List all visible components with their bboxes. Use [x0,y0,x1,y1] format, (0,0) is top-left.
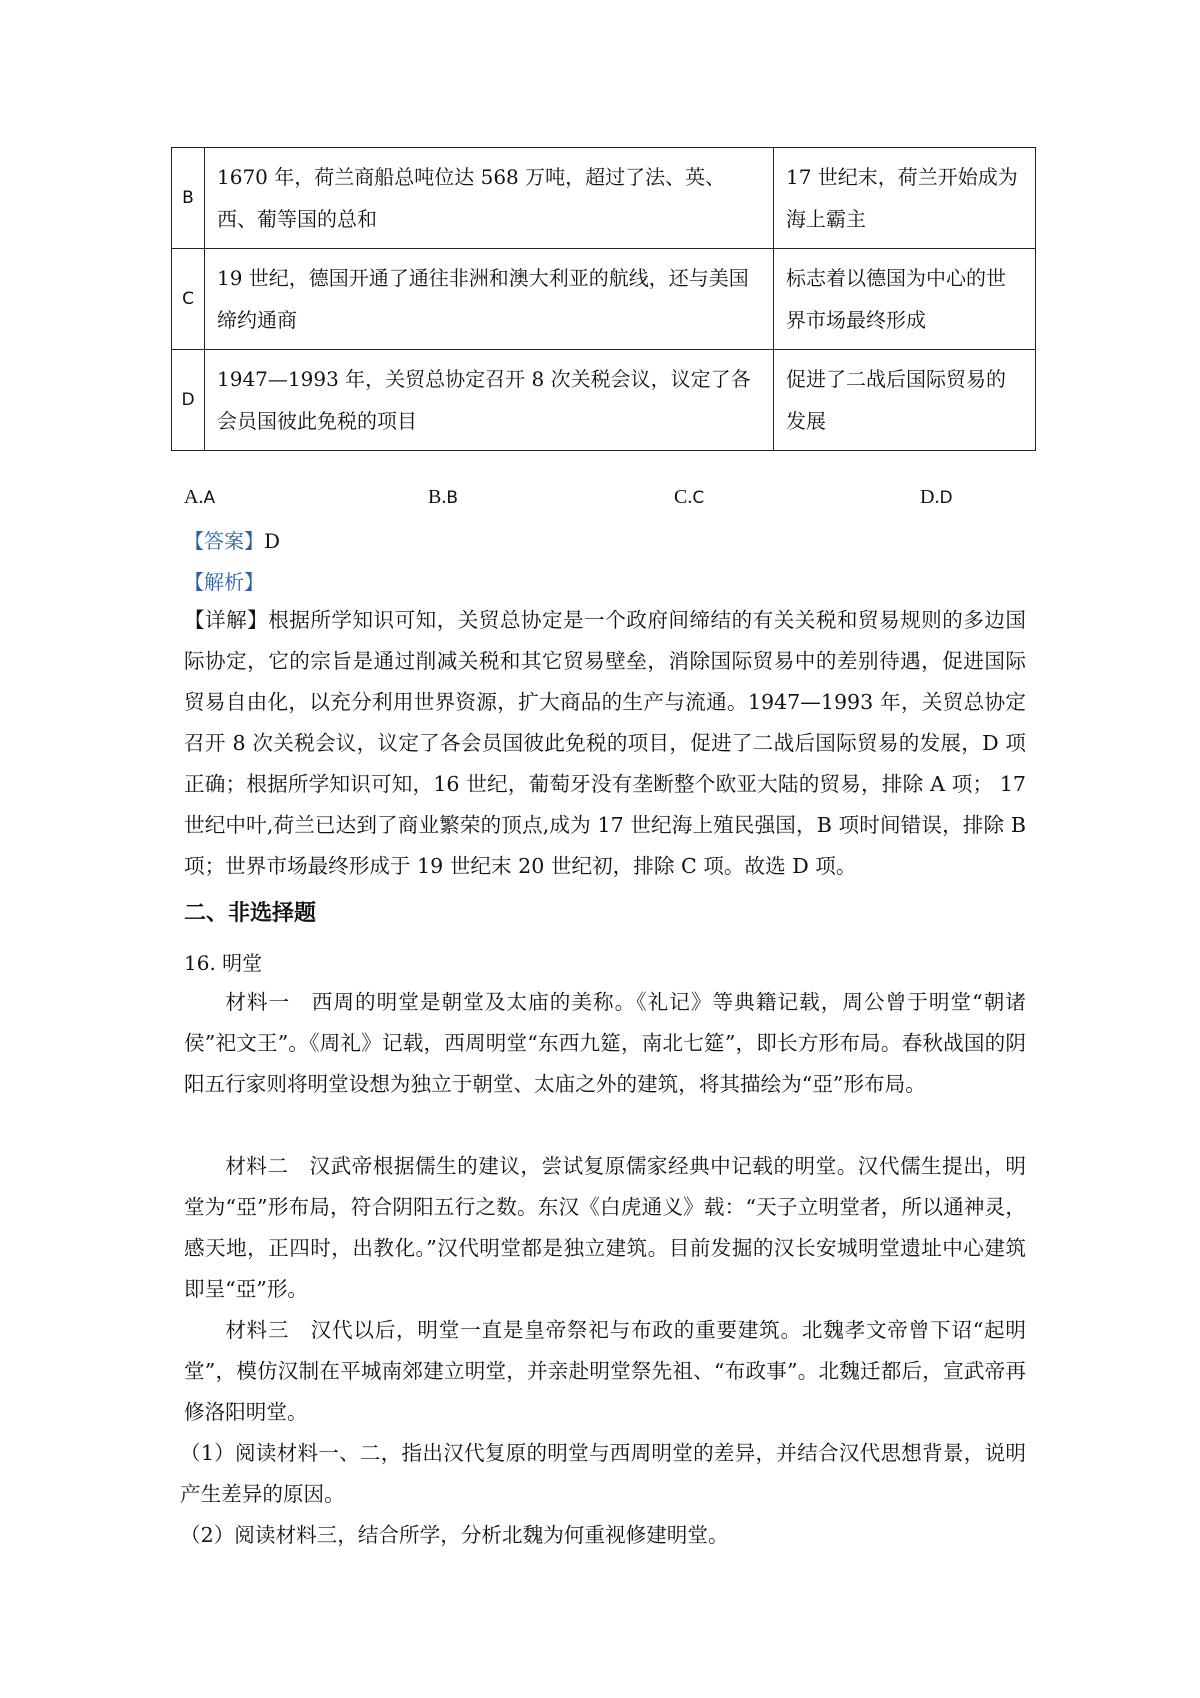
table-row [172,350,1036,451]
analysis-line [184,566,264,595]
choice-b[interactable] [428,484,458,509]
material-one: 材料一 西周的明堂是朝堂及太庙的美称。《礼记》等典籍记载，周公曾于明堂“朝诸侯”祀文王”。《周礼》记载，西周明堂“东西九筵，南北七筵”，即长方形布局。春秋战国的阴阳五行家则将明堂设想为独立于朝堂、太庙之外的建筑，将其描绘为“亞”形布局。 [184,990,1026,1096]
choice-value: A [203,488,216,508]
choice-label: D. [920,486,940,508]
section-heading: 二、非选择题 [184,901,317,926]
table-row [172,148,1036,249]
option-letter: D [172,350,205,451]
meaning-cell: 促进了二战后国际贸易的发展 [774,350,1036,451]
subquestion-2: （2）阅读材料三，结合所学，分析北魏为何重视修建明堂。 [180,1523,729,1547]
option-letter: C [172,249,205,350]
event-cell: 1670 年，荷兰商船总吨位达 568 万吨，超过了法、英、西、葡等国的总和 [205,148,774,249]
meaning-cell: 17 世纪末，荷兰开始成为海上霸主 [774,148,1036,249]
meaning-cell: 标志着以德国为中心的世界市场最终形成 [774,249,1036,350]
choice-c[interactable] [674,484,704,509]
event-cell: 19 世纪，德国开通了通往非洲和澳大利亚的航线，还与美国缔约通商 [205,249,774,350]
detail-text: 根据所学知识可知，关贸总协定是一个政府间缔结的有关关税和贸易规则的多边国际协定，它的宗旨是通过削减关税和其它贸易壁垒，消除国际贸易中的差别待遇，促进国际贸易自由化，以充分利用世界资源，扩大商品的生产与流通。1947—1993 年，关贸总协定召开 8 次关税会议，议定了各会员国彼此免税的项目，促进了二战后国际贸易的发展，D 项正确；根据所学知识可知，16 世纪，葡萄牙没有垄断整个欧亚大陆的贸易，排除 A 项； 17 世纪中叶,荷兰已达到了商业繁荣的顶点,成为 17 世纪海上殖民强国，B 项时间错误，排除 B 项；世界市场最终形成于 19 世纪末 20 世纪初，排除 C 项。故选 D 项。 [184,608,1026,878]
analysis-tag: 【解析】 [184,570,264,594]
answer-value: D [264,529,281,553]
options-table [171,147,1036,451]
choice-value: B [446,488,459,508]
detail-tag: 【详解】 [184,608,269,632]
answer-tag: 【答案】 [184,529,264,553]
option-letter: B [172,148,205,249]
question-title: 16. 明堂 [184,951,263,975]
choice-d[interactable] [920,484,953,509]
choice-value: C [692,488,705,508]
choice-label: C. [674,486,693,508]
table-row [172,249,1036,350]
answer-choices [184,484,1024,514]
material-three: 材料三 汉代以后，明堂一直是皇帝祭祀与布政的重要建筑。北魏孝文帝曾下诏“起明堂”，模仿汉制在平城南郊建立明堂，并亲赴明堂祭先祖、“布政事”。北魏迁都后，宣武帝再修洛阳明堂。 [184,1318,1026,1424]
choice-label: B. [428,486,447,508]
choice-a[interactable] [184,484,215,509]
choice-value: D [939,488,953,508]
detail-paragraph [184,600,1026,887]
choice-label: A. [184,486,204,508]
subquestion-1: （1）阅读材料一、二，指出汉代复原的明堂与西周明堂的差异，并结合汉代思想背景，说明产生差异的原因。 [180,1441,1026,1506]
answer-line [184,525,280,554]
material-two: 材料二 汉武帝根据儒生的建议，尝试复原儒家经典中记载的明堂。汉代儒生提出，明堂为“亞”形布局，符合阴阳五行之数。东汉《白虎通义》载：“天子立明堂者，所以通神灵，感天地，正四时，出教化。”汉代明堂都是独立建筑。目前发掘的汉长安城明堂遗址中心建筑即呈“亞”形。 [184,1154,1026,1301]
event-cell: 1947—1993 年，关贸总协定召开 8 次关税会议，议定了各会员国彼此免税的项目 [205,350,774,451]
